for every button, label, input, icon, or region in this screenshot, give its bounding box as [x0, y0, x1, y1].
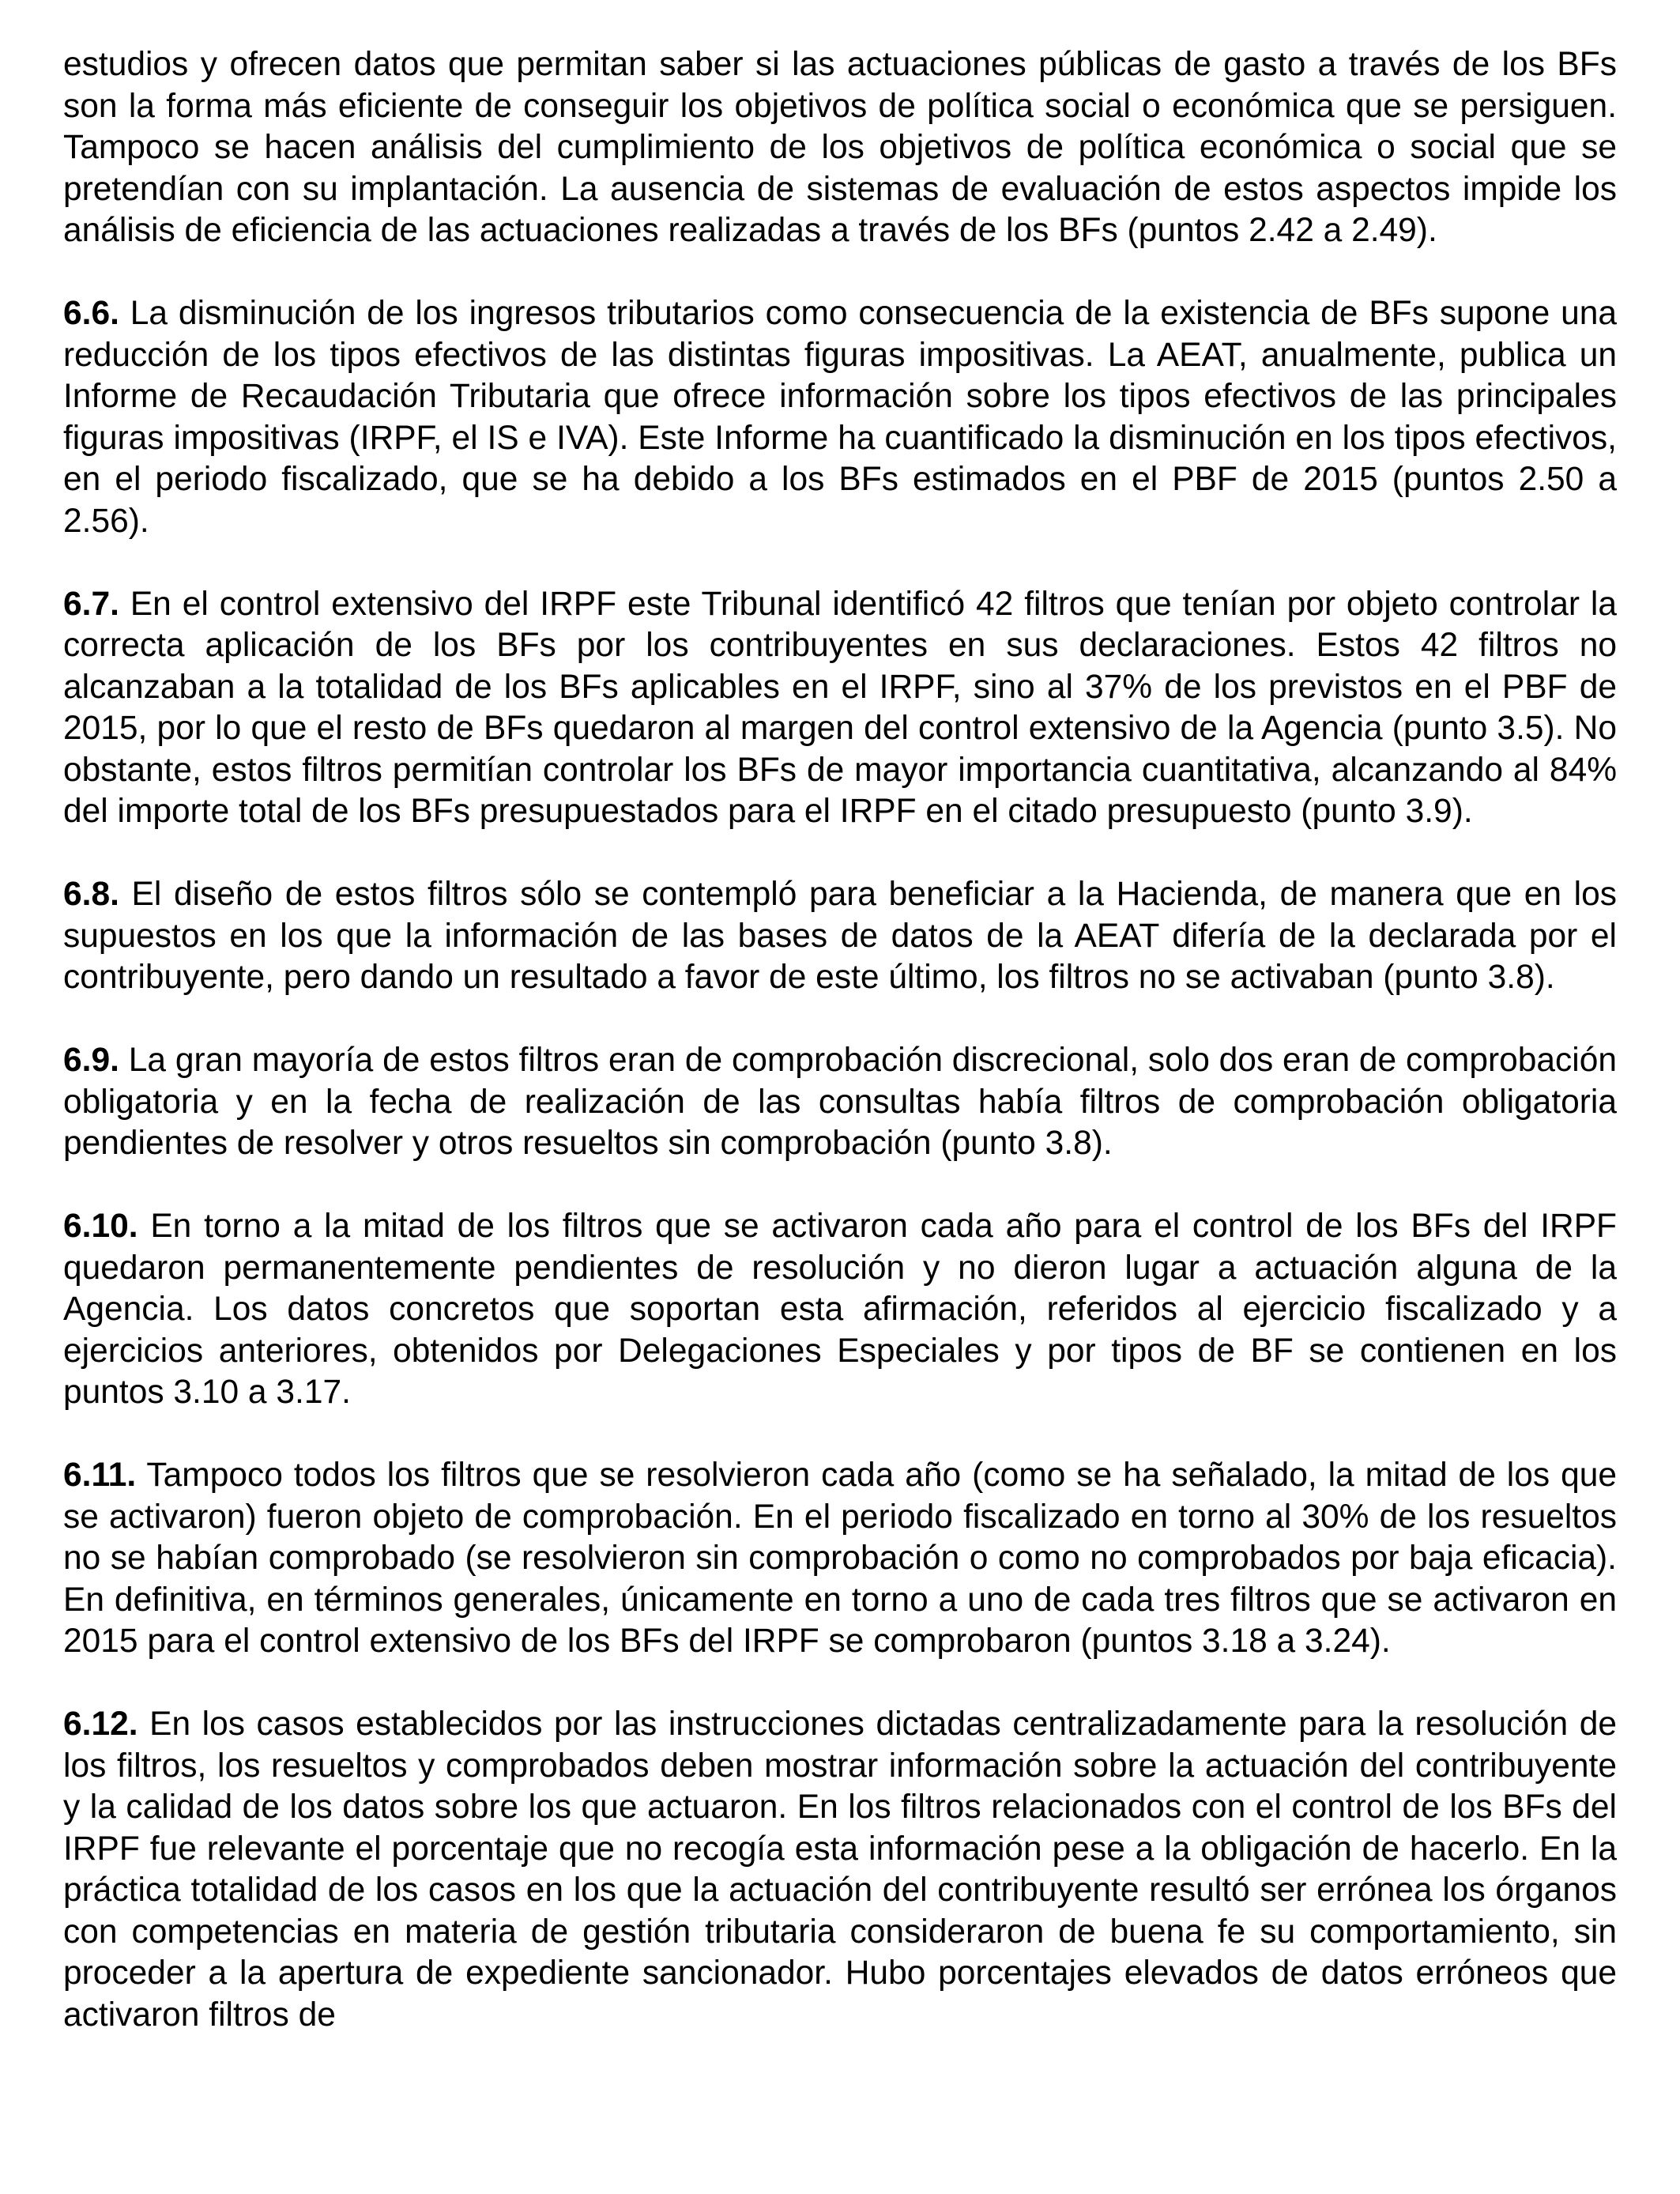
paragraph-text: La gran mayoría de estos filtros eran de comprobación discrecional, solo dos eran de comprobación obligatoria y en la fecha de realización de las consultas había filtros de comprobación obligatoria pendientes de resolver y otros resueltos sin comprobación (punto 3.8).: [63, 1042, 1617, 1162]
paragraph-text: El diseño de estos filtros sólo se contempló para beneficiar a la Hacienda, de manera que en los supuestos en los que la información de las bases de datos de la AEAT difería de la declarada por el contribuyente, pero dando un resultado a favor de este último, los filtros no se activaban (punto 3.8).: [63, 876, 1617, 996]
paragraph-6-8: [63, 874, 1617, 999]
paragraph-text: Tampoco todos los filtros que se resolvieron cada año (como se ha señalado, la mitad de los que se activaron) fueron objeto de comprobación. En el periodo fiscalizado en torno al 30% de los resueltos no se habían comprobado (se resolvieron sin comprobación o como no comprobados por baja eficacia). En definitiva, en términos generales, únicamente en torno a uno de cada tres filtros que se activaron en 2015 para el control extensivo de los BFs del IRPF se comprobaron (puntos 3.18 a 3.24).: [63, 1457, 1617, 1660]
paragraph-number: 6.7.: [63, 585, 119, 623]
paragraph-text: La disminución de los ingresos tributarios como consecuencia de la existencia de BFs supone una reducción de los tipos efectivos de las distintas figuras impositivas. La AEAT, anualmente, publica un Informe de Recaudación Tributaria que ofrece información sobre los tipos efectivos de las principales figuras impositivas (IRPF, el IS e IVA). Este Informe ha cuantificado la disminución en los tipos efectivos, en el periodo fiscalizado, que se ha debido a los BFs estimados en el PBF de 2015 (puntos 2.50 a 2.56).: [63, 295, 1617, 540]
paragraph-number: 6.11.: [63, 1457, 137, 1494]
paragraph-6-10: [63, 1206, 1617, 1414]
paragraph-number: 6.9.: [63, 1042, 119, 1079]
paragraph-number: 6.6.: [63, 295, 119, 332]
paragraph-6-11: [63, 1455, 1617, 1663]
paragraph-6-12: [63, 1704, 1617, 2036]
paragraph-text: En el control extensivo del IRPF este Tribunal identificó 42 filtros que tenían por objeto controlar la correcta aplicación de los BFs por los contribuyentes en sus declaraciones. Estos 42 filtros no alcanzaban a la totalidad de los BFs aplicables en el IRPF, sino al 37% de los previstos en el PBF de 2015, por lo que el resto de BFs quedaron al margen del control extensivo de la Agencia (punto 3.5). No obstante, estos filtros permitían controlar los BFs de mayor importancia cuantitativa, alcanzando al 84% del importe total de los BFs presupuestados para el IRPF en el citado presupuesto (punto 3.9).: [63, 585, 1617, 830]
paragraph-text: En torno a la mitad de los filtros que se activaron cada año para el control de los BFs del IRPF quedaron permanentemente pendientes de resolución y no dieron lugar a actuación alguna de la Agencia. Los datos concretos que soportan esta afirmación, referidos al ejercicio fiscalizado y a ejercicios anteriores, obtenidos por Delegaciones Especiales y por tipos de BF se contienen en los puntos 3.10 a 3.17.: [63, 1208, 1617, 1411]
paragraph-text: En los casos establecidos por las instrucciones dictadas centralizadamente para la resolución de los filtros, los resueltos y comprobados deben mostrar información sobre la actuación del contribuyente y la calidad de los datos sobre los que actuaron. En los filtros relacionados con el control de los BFs del IRPF fue relevante el porcentaje que no recogía esta información pese a la obligación de hacerlo. En la práctica totalidad de los casos en los que la actuación del contribuyente resultó ser errónea los órganos con competencias en materia de gestión tributaria consideraron de buena fe su comportamiento, sin proceder a la apertura de expediente sancionador. Hubo porcentajes elevados de datos erróneos que activaron filtros de: [63, 1706, 1617, 2034]
paragraph-6-7: [63, 584, 1617, 833]
paragraph-text: estudios y ofrecen datos que permitan saber si las actuaciones públicas de gasto a través de los BFs son la forma más eficiente de conseguir los objetivos de política social o económica que se persiguen. Tampoco se hacen análisis del cumplimiento de los objetivos de política económica o social que se pretendían con su implantación. La ausencia de sistemas de evaluación de estos aspectos impide los análisis de eficiencia de las actuaciones realizadas a través de los BFs (puntos 2.42 a 2.49).: [63, 46, 1617, 249]
paragraph-number: 6.8.: [63, 876, 119, 913]
paragraph-6-6: [63, 293, 1617, 542]
paragraph-continuation: [63, 44, 1617, 252]
document-page: [63, 44, 1617, 2178]
paragraph-6-9: [63, 1040, 1617, 1165]
paragraph-number: 6.10.: [63, 1208, 138, 1245]
paragraph-number: 6.12.: [63, 1706, 138, 1743]
